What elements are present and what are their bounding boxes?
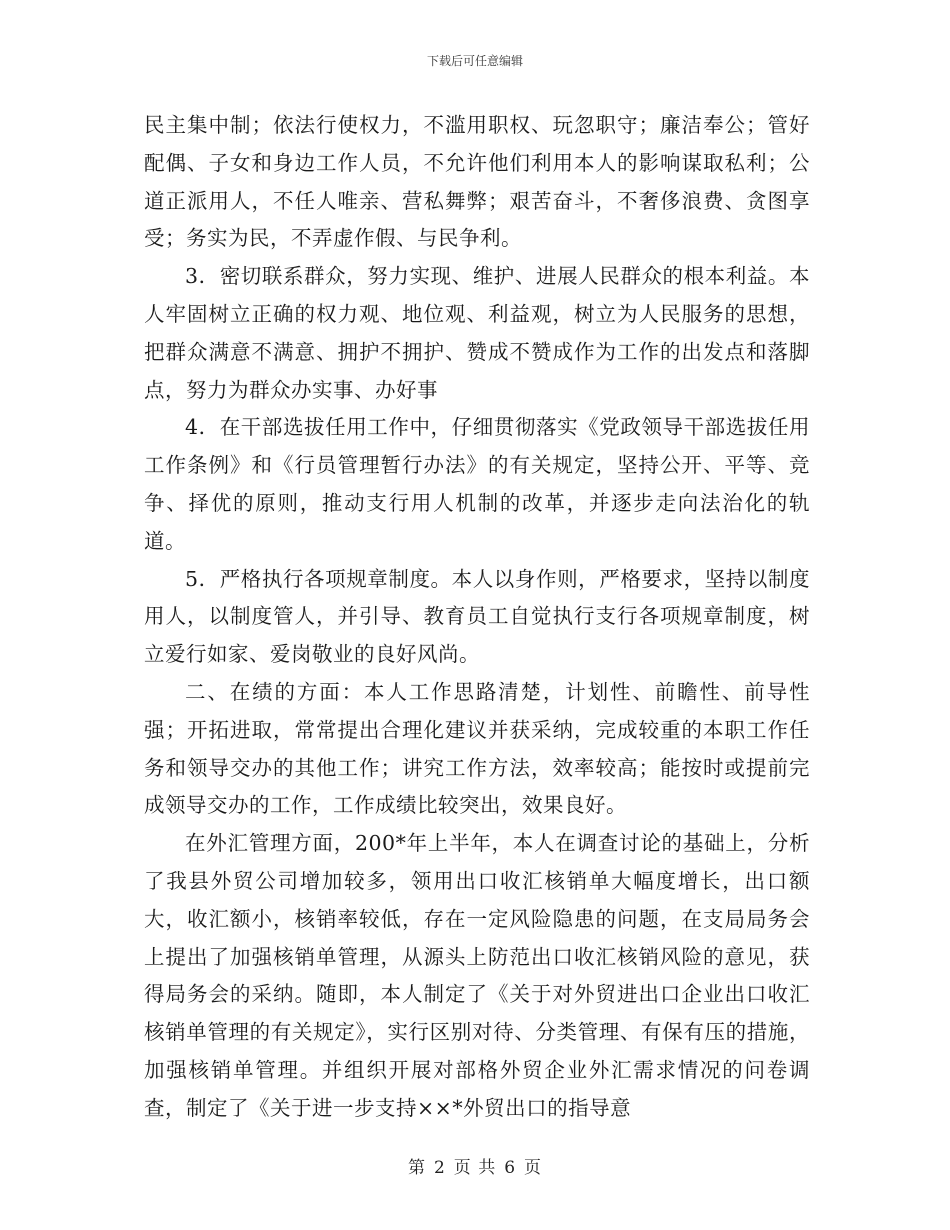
document-body: [144, 107, 810, 1128]
paragraph-3: 4．在干部选拔任用工作中，仔细贯彻落实《党政领导干部选拔任用工作条例》和《行员管理暂行办法》的有关规定，坚持公开、平等、竞争、择优的原则，推动支行用人机制的改革，并逐步走向法治化的轨道。: [144, 415, 810, 553]
footer-total-pages: 6: [504, 1158, 517, 1178]
footer-suffix: 页: [524, 1158, 543, 1178]
paragraph-4: 5．严格执行各项规章制度。本人以身作则，严格要求，坚持以制度用人，以制度管人，并引导、教育员工自觉执行支行各项规章制度，树立爱行如家、爱岗敬业的良好风尚。: [144, 566, 810, 667]
paragraph-6: 在外汇管理方面，200*年上半年，本人在调查讨论的基础上，分析了我县外贸公司增加较多，领用出口收汇核销单大幅度增长，出口额大，收汇额小，核销率较低，存在一定风险隐患的问题，在支局局务会上提出了加强核销单管理，从源头上防范出口收汇核销风险的意见，获得局务会的采纳。随即，本人制定了《关于对外贸进出口企业出口收汇核销单管理的有关规定》，实行区别对待、分类管理、有保有压的措施，加强核销单管理。并组织开展对部格外贸企业外汇需求情况的问卷调查，制定了《关于进一步支持××*外贸出口的指导意: [144, 831, 810, 1120]
paragraph-2: 3．密切联系群众，努力实现、维护、进展人民群众的根本利益。本人牢固树立正确的权力观、地位观、利益观，树立为人民服务的思想，把群众满意不满意、拥护不拥护、赞成不赞成作为工作的出发点和落脚点，努力为群众办实事、办好事: [144, 264, 810, 402]
footer-prefix: 第: [407, 1158, 426, 1178]
page-footer: [0, 1153, 950, 1178]
footer-current-page: 2: [433, 1158, 446, 1178]
paragraph-1: 民主集中制；依法行使权力，不滥用职权、玩忽职守；廉洁奉公；管好配偶、子女和身边工作人员，不允许他们利用本人的影响谋取私利；公道正派用人，不任人唯亲、营私舞弊；艰苦奋斗，不奢侈浪费、贪图享受；务实为民，不弄虚作假、与民争利。: [144, 113, 810, 251]
footer-mid: 页 共: [453, 1158, 497, 1178]
page-header: 下载后可任意编辑: [426, 54, 523, 68]
paragraph-5: 二、在绩的方面：本人工作思路清楚，计划性、前瞻性、前导性强；开拓进取，常常提出合理化建议并获采纳，完成较重的本职工作任务和领导交办的其他工作；讲究工作方法，效率较高；能按时或提前完成领导交办的工作，工作成绩比较突出，效果良好。: [144, 679, 810, 818]
